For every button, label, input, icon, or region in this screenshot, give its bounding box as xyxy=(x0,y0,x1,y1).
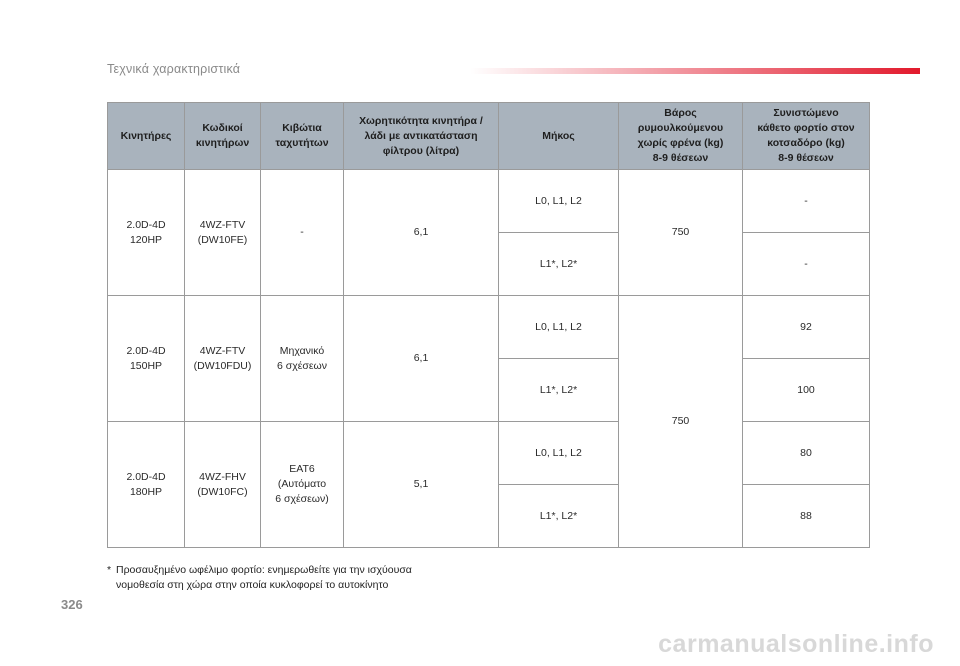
capacity-cell: 6,1 xyxy=(344,296,499,422)
length-cell: L1*, L2* xyxy=(499,233,619,296)
table-row xyxy=(108,422,870,485)
header-nose-weight: Συνιστώμενο κάθετο φορτίο στον κοτσαδόρο (kg) 8-9 θέσεων xyxy=(743,103,870,170)
table-header-row xyxy=(108,103,870,170)
section-title: Τεχνικά χαρακτηριστικά xyxy=(107,62,241,76)
capacity-cell: 6,1 xyxy=(344,170,499,296)
length-cell: L0, L1, L2 xyxy=(499,170,619,233)
specifications-table xyxy=(107,102,870,548)
gearbox-cell: EAT6 (Αυτόματο 6 σχέσεων) xyxy=(261,422,344,548)
length-cell: L1*, L2* xyxy=(499,359,619,422)
header-engines: Κινητήρες xyxy=(108,103,185,170)
length-cell: L1*, L2* xyxy=(499,485,619,548)
page-number: 326 xyxy=(61,597,83,612)
header-length: Μήκος xyxy=(499,103,619,170)
header-gearboxes: Κιβώτια ταχυτήτων xyxy=(261,103,344,170)
table-row xyxy=(108,296,870,359)
header-engine-codes: Κωδικοί κινητήρων xyxy=(185,103,261,170)
nose-weight-cell: 80 xyxy=(743,422,870,485)
engine-code-cell: 4WZ-FTV (DW10FE) xyxy=(185,170,261,296)
engine-cell: 2.0D-4D 120HP xyxy=(108,170,185,296)
nose-weight-cell: - xyxy=(743,170,870,233)
header-unbraked-trailer-weight: Βάρος ρυμουλκούμενου χωρίς φρένα (kg) 8-9 θέσεων xyxy=(619,103,743,170)
nose-weight-cell: - xyxy=(743,233,870,296)
gearbox-cell: - xyxy=(261,170,344,296)
nose-weight-cell: 92 xyxy=(743,296,870,359)
engine-code-cell: 4WZ-FTV (DW10FDU) xyxy=(185,296,261,422)
footnote xyxy=(107,563,527,593)
length-cell: L0, L1, L2 xyxy=(499,422,619,485)
towing-weight-cell: 750 xyxy=(619,170,743,296)
engine-cell: 2.0D-4D 150HP xyxy=(108,296,185,422)
length-cell: L0, L1, L2 xyxy=(499,296,619,359)
table-row xyxy=(108,170,870,233)
watermark: carmanualsonline.info xyxy=(658,630,934,658)
nose-weight-cell: 100 xyxy=(743,359,870,422)
gearbox-cell: Μηχανικό 6 σχέσεων xyxy=(261,296,344,422)
capacity-cell: 5,1 xyxy=(344,422,499,548)
header-oil-capacity: Χωρητικότητα κινητήρα / λάδι με αντικατάσταση φίλτρου (λίτρα) xyxy=(344,103,499,170)
footnote-marker: * xyxy=(107,564,112,576)
towing-weight-cell: 750 xyxy=(619,296,743,548)
engine-cell: 2.0D-4D 180HP xyxy=(108,422,185,548)
footnote-text: Προσαυξημένο ωφέλιμο φορτίο: ενημερωθείτε για την ισχύουσα νομοθεσία στη χώρα στην οποία κυκλοφορεί το αυτοκίνητο xyxy=(116,564,412,591)
nose-weight-cell: 88 xyxy=(743,485,870,548)
header-accent-bar xyxy=(470,68,920,74)
engine-code-cell: 4WZ-FHV (DW10FC) xyxy=(185,422,261,548)
